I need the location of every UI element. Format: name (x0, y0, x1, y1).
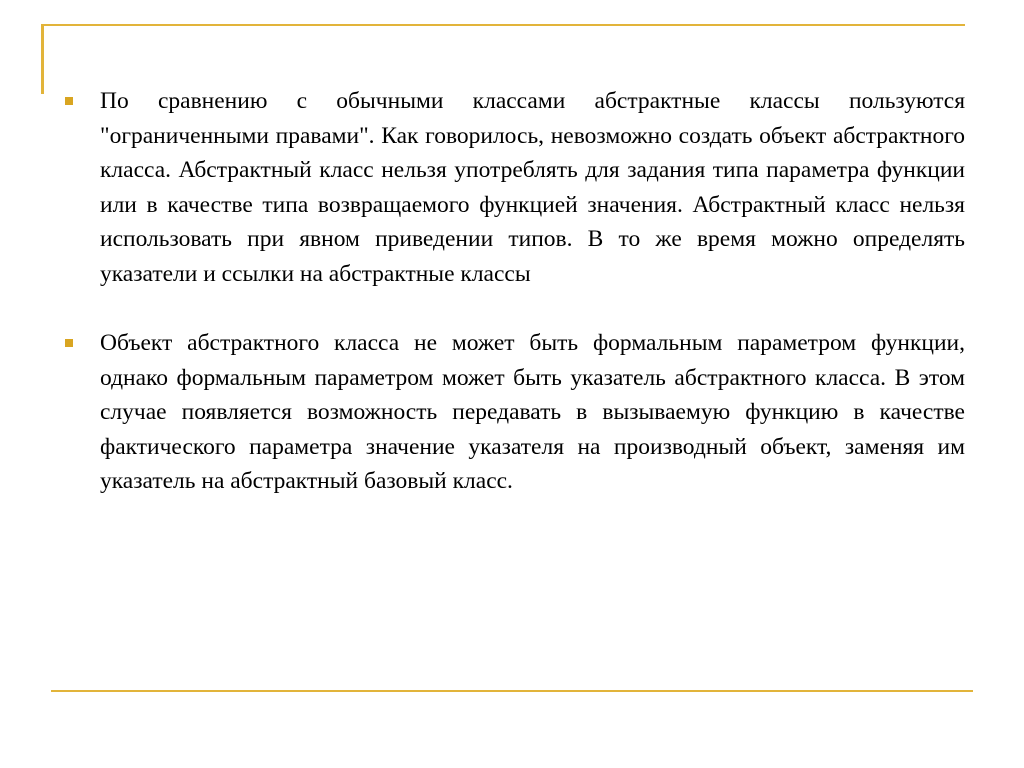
bullet-item (60, 326, 965, 499)
bullet-text: Объект абстрактного класса не может быть формальным параметром функции, однако формальным параметром может быть указатель абстрактного класса. В этом случае появляется возможность передавать в вызываемую функцию в качестве фактического параметра значение указателя на производный объект, заменяя им указатель на абстрактный базовый класс. (100, 330, 965, 494)
bottom-accent-line (51, 690, 973, 692)
slide-content (60, 84, 965, 499)
square-bullet-icon (65, 97, 73, 105)
square-bullet-icon (65, 339, 73, 347)
top-accent-line (41, 24, 965, 26)
bullet-item (60, 84, 965, 291)
left-accent-line (41, 24, 44, 94)
bullet-text: По сравнению с обычными классами абстрактные классы пользуются "ограниченными правами". Как говорилось, невозможно создать объект абстрактного класса. Абстрактный класс нельзя употреблять для задания типа параметра функции или в качестве типа возвращаемого функцией значения. Абстрактный класс нельзя использовать при явном приведении типов. В то же время можно определять указатели и ссылки на абстрактные классы (100, 88, 965, 287)
